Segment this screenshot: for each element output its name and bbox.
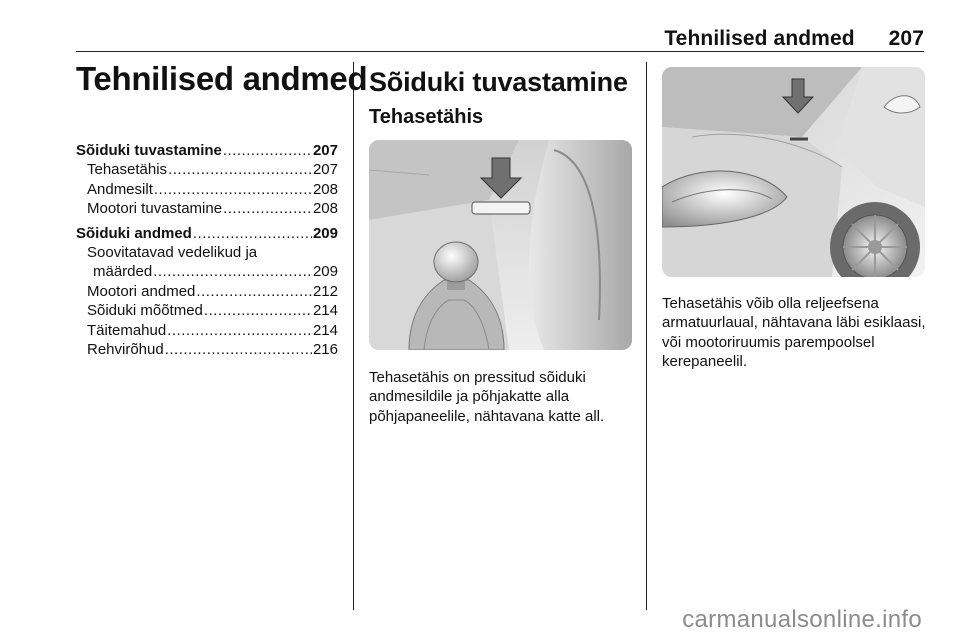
toc-entry-identification-plate[interactable]: Andmesilt ..... 208 [76,180,338,199]
toc-entry-vehicle-dimensions[interactable]: Sõiduki mõõtmed ..... 214 [76,301,338,320]
paragraph-floor-panel: Tehasetähis on pressitud sõiduki andmesildile ja põhjakatte alla põhjapaneelile, nähtavana katte all. [369,369,605,425]
header-rule [76,51,924,52]
section-title: Sõiduki tuvastamine [369,67,628,97]
running-header-title: Tehnilised andmed [664,27,855,50]
toc-entry-fluids-line1[interactable]: Soovitatavad vedelikud ja [87,244,258,262]
toc-entry-engine-data[interactable]: Mootori andmed ..... 212 [76,282,338,301]
running-header [664,27,924,51]
subsection-title: Tehasetähis [369,106,484,128]
floor-panel-photo [369,140,632,350]
toc-entry-vehicle-data[interactable]: Sõiduki andmed ..... 209 [76,224,338,243]
table-of-contents [76,141,338,359]
paragraph-windscreen: Tehasetähis võib olla reljeefsena armatuurlaual, nähtavana läbi esiklaasi, või mootoriruumis parempoolsel kerepaneelil. [662,295,926,371]
toc-entry-vehicle-identification[interactable]: Sõiduki tuvastamine ..... 207 [76,141,338,160]
page-number: 207 [888,27,924,50]
toc-entry-engine-identification[interactable]: Mootori tuvastamine ..... 208 [76,199,338,218]
toc-entry-capacities[interactable]: Täitemahud ..... 214 [76,321,338,340]
windscreen-photo [662,67,925,277]
column-divider-left [353,62,354,610]
watermark: carmanualsonline.info [682,606,922,633]
chapter-title: Tehnilised andmed [76,60,368,97]
toc-entry-factory-code[interactable]: Tehasetähis ..... 207 [76,160,338,179]
column-divider-right [646,62,647,610]
toc-entry-fluids-lubricants[interactable]: määrded ..... 209 [76,262,338,281]
toc-entry-tyre-pressures[interactable]: Rehvirõhud ..... 216 [76,340,338,359]
